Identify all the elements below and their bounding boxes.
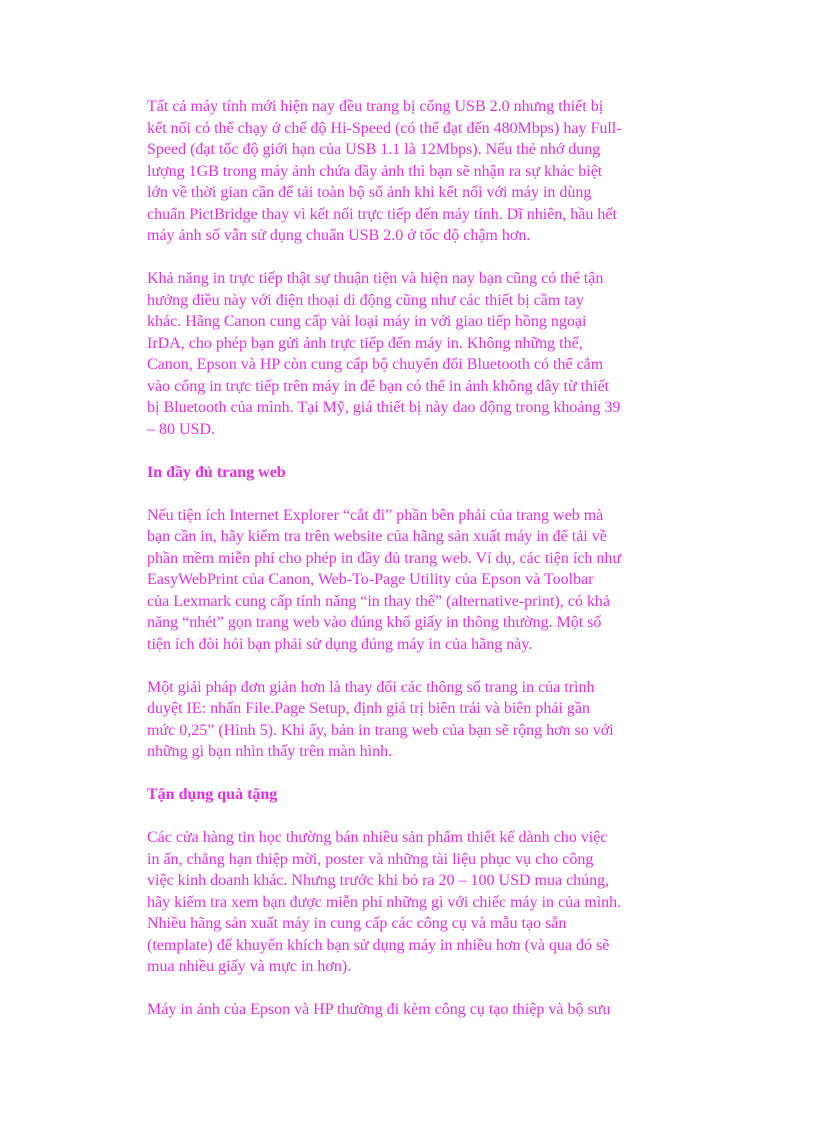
text-line: kết nối có thể chạy ở chế độ Hi-Speed (có thể đạt đến 480Mbps) hay Full- <box>147 119 622 137</box>
text-line: phần mềm miễn phí cho phép in đầy đủ trang web. Ví dụ, các tiện ích như <box>147 549 622 567</box>
text-line: việc kinh doanh khác. Nhưng trước khi bỏ ra 20 – 100 USD mua chúng, <box>147 872 610 889</box>
text-line: in ấn, chẳng hạn thiệp mời, poster và những tài liệu phục vụ cho công <box>147 850 594 868</box>
text-line: bị Bluetooth của mình. Tại Mỹ, giá thiết bị này dao động trong khoảng 39 <box>147 399 621 416</box>
paragraph-epson-hp <box>147 999 679 1021</box>
text-line: mức 0,25” (Hình 5). Khi ấy, bản in trang web của bạn sẽ rộng hơn so với <box>147 721 614 739</box>
text-line: Khả năng in trực tiếp thật sự thuận tiện và hiện nay bạn cũng có thể tận <box>147 270 604 287</box>
paragraph-stores <box>147 827 679 978</box>
text-line: mua nhiều giấy và mực in hơn). <box>147 958 352 975</box>
text-line: của Lexmark cung cấp tính năng “in thay thế” (alternative-print), có khả <box>147 592 610 610</box>
text-line: hãy kiểm tra xem bạn được miễn phí những gì với chiếc máy in của mình. <box>147 893 622 911</box>
text-line: Nếu tiện ích Internet Explorer “cắt đi” phần bên phải của trang web mà <box>147 506 604 524</box>
paragraph-direct-print <box>147 268 679 440</box>
text-line: lớn về thời gian cần để tải toàn bộ số ảnh khi kết nối với máy in dùng <box>147 184 592 201</box>
section-heading-gifts: Tận dụng quà tặng <box>147 786 278 803</box>
text-line: vào cổng in trực tiếp trên máy in để bạn có thể in ảnh không dây từ thiết <box>147 377 610 395</box>
text-line: Các cửa hàng tin học thường bán nhiều sản phẩm thiết kế dành cho việc <box>147 829 608 846</box>
text-line: Canon, Epson và HP còn cung cấp bộ chuyển đổi Bluetooth có thể cắm <box>147 356 604 373</box>
text-line: (template) để khuyến khích bạn sử dụng máy in nhiều hơn (và qua đó sẽ <box>147 936 610 954</box>
paragraph-usb <box>147 96 679 247</box>
text-line: Một giải pháp đơn giản hơn là thay đổi các thông số trang in của trình <box>147 678 595 696</box>
text-line: những gì bạn nhìn thấy trên màn hình. <box>147 743 393 760</box>
document-page <box>147 96 679 1042</box>
text-line: lượng 1GB trong máy ảnh chứa đầy ảnh thì bạn sẽ nhận ra sự khác biệt <box>147 162 603 180</box>
text-line: – 80 USD. <box>147 420 216 438</box>
text-line: Nhiều hãng sản xuất máy in cung cấp các công cụ và mẫu tạo sẵn <box>147 915 567 932</box>
text-line: IrDA, cho phép bạn gửi ảnh trực tiếp đến máy in. Không những thế, <box>147 334 583 352</box>
text-line: khác. Hãng Canon cung cấp vài loại máy in với giao tiếp hồng ngoại <box>147 313 587 330</box>
text-line: duyệt IE: nhấn File.Page Setup, định giá trị biên trái và biên phải gần <box>147 700 591 717</box>
text-line: tiện ích đòi hỏi bạn phải sử dụng đúng máy in của hãng này. <box>147 635 533 653</box>
text-line: hưởng điều này với điện thoại di động cũng như các thiết bị cầm tay <box>147 291 584 309</box>
paragraph-page-setup <box>147 677 679 763</box>
text-line: Tất cả máy tính mới hiện nay đều trang bị cổng USB 2.0 nhưng thiết bị <box>147 98 604 115</box>
text-line: máy ảnh số vẫn sử dụng chuẩn USB 2.0 ở tốc độ chậm hơn. <box>147 227 531 244</box>
paragraph-ie-plugin <box>147 505 679 656</box>
text-line: bạn cần in, hãy kiểm tra trên website của hãng sản xuất máy in để tải về <box>147 528 607 545</box>
text-line: Speed (đạt tốc độ giới hạn của USB 1.1 là 12Mbps). Nếu thẻ nhớ dung <box>147 141 601 158</box>
section-heading-full-web: In đầy đủ trang web <box>147 463 286 481</box>
text-line: EasyWebPrint của Canon, Web-To-Page Utility của Epson và Toolbar <box>147 571 594 588</box>
text-line: năng “nhét” gọn trang web vào đúng khổ giấy in thông thường. Một số <box>147 614 602 631</box>
text-line: chuẩn PictBridge thay vì kết nối trực tiếp đến máy tính. Dĩ nhiên, hầu hết <box>147 205 617 223</box>
text-line: Máy in ảnh của Epson và HP thường đi kèm công cụ tạo thiệp và bộ sưu <box>147 1001 611 1018</box>
